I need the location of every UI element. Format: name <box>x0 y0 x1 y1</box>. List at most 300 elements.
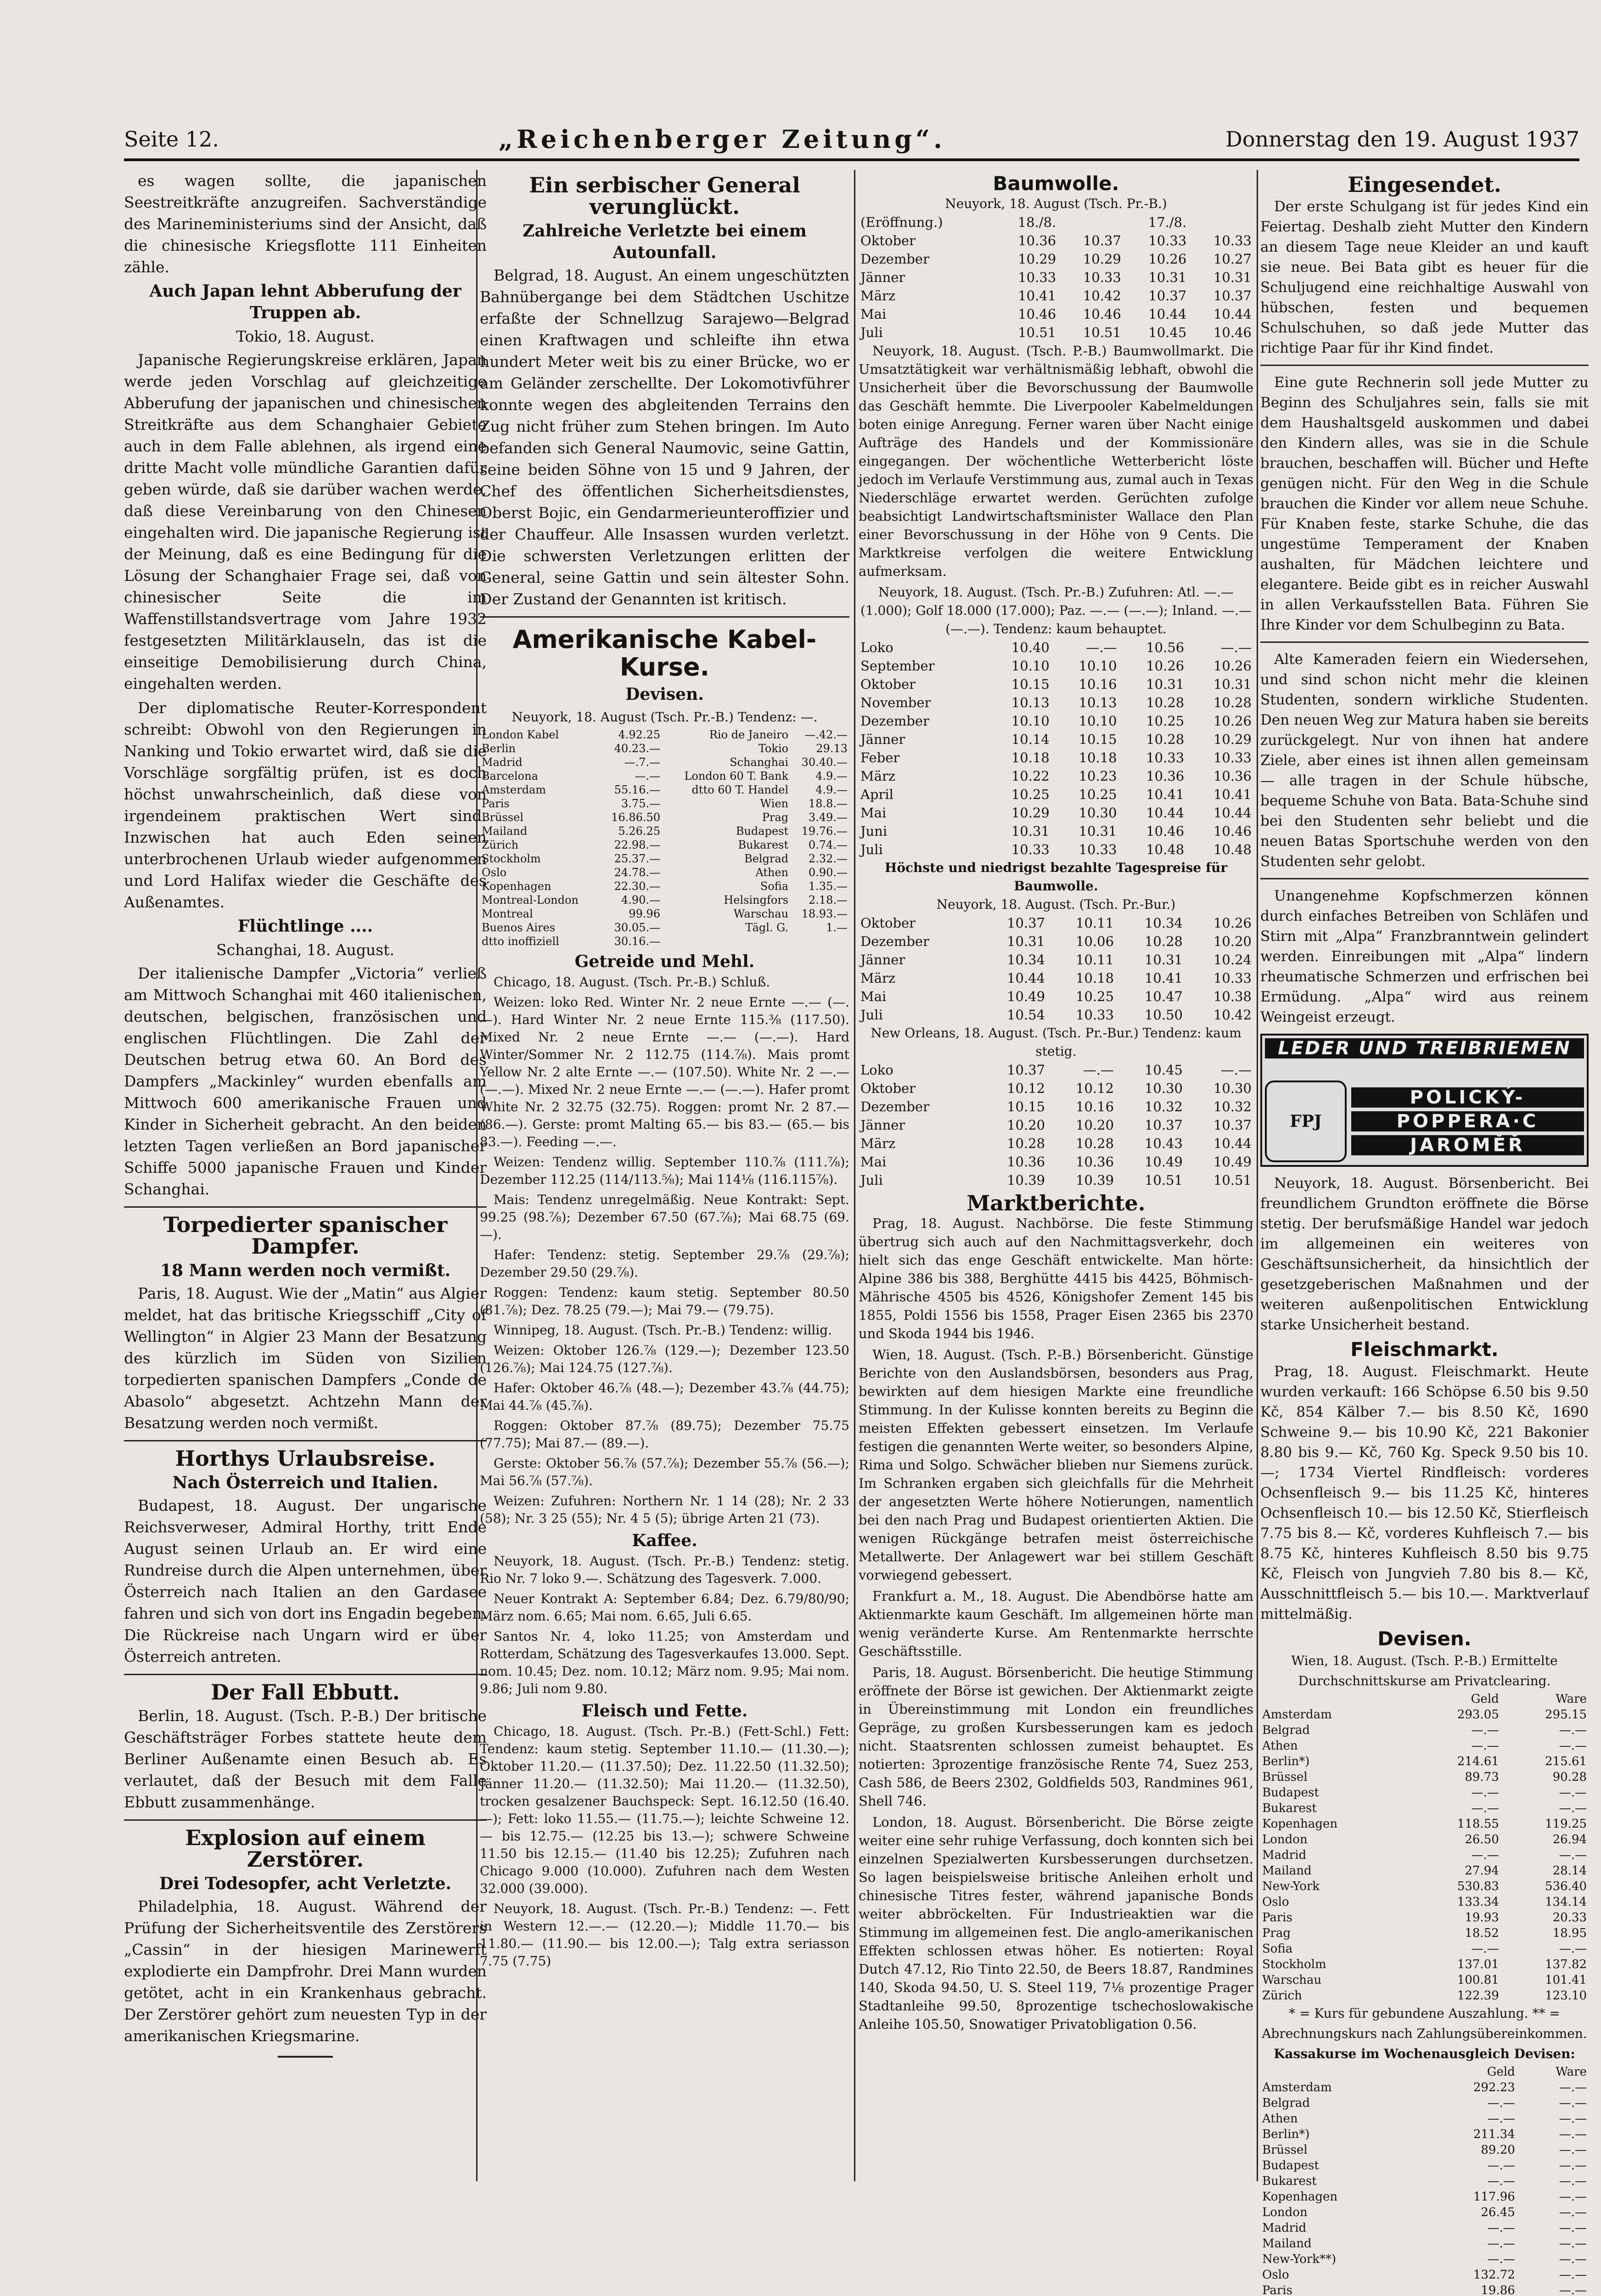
table-cell: 10.20 <box>1076 1117 1114 1133</box>
table-cell: 100.81 <box>1457 1973 1499 1987</box>
table-cell: 10.44 <box>1213 805 1252 821</box>
table-cell: 10.25 <box>1076 989 1114 1004</box>
table-cell: 10.33 <box>1011 842 1050 857</box>
table-cell: 19.93 <box>1465 1911 1499 1925</box>
meat-market-report: Prag, 18. August. Fleischmarkt. Heute wurden verkauft: 166 Schöpse 6.50 bis 9.50 Kč, 854 Kälber 7.— bis 8.50 Kč, 1690 Schweine 9.— bis 10.90 Kč, 221 Bakonier 8.80 bis 9.— Kč, 760 Kg. Speck 9.50 bis 10.—; 1734 Viertel Rindfleisch: vorderes Ochsenfleisch 9.— bis 11.25 Kč, hinteres Ochsenfleisch 10.— bis 12.50 Kč, Stierfleisch 7.75 bis 8.— Kč, vorderes Kuhfleisch 7.— bis 8.75 Kč, hinteres Kuhfleisch 8.50 bis 9.75 Kč, Fleisch von Jungvieh 7.80 bis 8.— Kč, Ausschnittfleisch 5.— bis 10.—. Marktverlauf mittelmäßig. <box>1260 1363 1589 1622</box>
column-header <box>1260 2064 1423 2080</box>
table-cell: 10.41 <box>1146 787 1185 802</box>
table-cell: —.— <box>1559 2268 1587 2282</box>
table-cell: New-York**) <box>1262 2252 1337 2266</box>
article-paragraph: Budapest, 18. August. Der ungarische Reichsverweser, Admiral Horthy, tritt Ende August seinen Urlaub an. Er wird eine Rundreise durch die Alpen unternehmen, über Österreich nach Italien an den Gardasee fahren und sich von dort ins Engadin begeben. Die Rückreise nach Ungarn wird er über Österreich antreten. <box>124 1497 487 1666</box>
column-header <box>1058 213 1123 231</box>
table-cell: 134.14 <box>1545 1895 1587 1909</box>
separator <box>480 616 849 618</box>
table-cell: 16.86.50 <box>611 811 661 824</box>
table-cell: 137.82 <box>1545 1958 1587 1971</box>
table-cell: 117.96 <box>1473 2190 1515 2204</box>
grain-quote: Weizen: Zufuhren: Northern Nr. 1 14 (28); Nr. 2 33 (58); Nr. 3 25 (55); Nr. 4 5 (5); übrige Arten 21 (73). <box>480 1493 849 1526</box>
table-cell: Athen <box>755 866 789 879</box>
kassa-row <box>1260 2267 1589 2283</box>
table-cell: 1.35.— <box>808 880 848 893</box>
dateline: Schanghai, 18. August. <box>216 941 394 959</box>
table-cell: 10.25 <box>1146 713 1185 729</box>
grain-quote: Hafer: Oktober 46.⅞ (48.—); Dezember 43.⅞ (44.75); Mai 44.⅞ (45.⅞). <box>480 1380 849 1413</box>
table-cell: Loko <box>860 640 893 655</box>
table-cell: März <box>860 970 896 986</box>
table-cell: —.— <box>1559 1801 1587 1815</box>
notice-paragraph: Alte Kameraden feiern ein Wiedersehen, und sind schon nicht mehr die kleinen Studenten, sondern wirkliche Studenten. Den neuen Weg zur Matura haben sie bereits zurückgelegt. Nur von ihnen hat andere Ziele, aber eines ist ihnen allen gemeinsam — alle tragen in der Schule hübsche, bequeme Schuhe von Bata. Bata-Schuhe sind bei den Studenten sehr beliebt und die neuen Batas Sportschuhe werden von den Studenten sehr gelobt. <box>1260 651 1589 870</box>
table-cell: 10.06 <box>1076 934 1114 949</box>
table-cell: 10.29 <box>1083 251 1121 267</box>
table-cell: 10.28 <box>1213 695 1252 710</box>
table-cell: Oslo <box>482 866 507 879</box>
table-cell: 10.15 <box>1007 1099 1045 1114</box>
table-cell: Juli <box>860 842 883 857</box>
table-cell: 10.42 <box>1083 288 1121 304</box>
table-cell: Athen <box>1262 2112 1298 2126</box>
ad-company-line: POPPERA·C <box>1351 1111 1584 1131</box>
table-cell: 18.8.— <box>808 797 848 810</box>
table-cell: Mailand <box>1262 2237 1312 2251</box>
devisen-row <box>1260 1754 1589 1769</box>
section-title-meat-fat: Fleisch und Fette. <box>581 1701 748 1721</box>
separator <box>1260 642 1589 643</box>
table-cell: 10.33 <box>1148 233 1187 248</box>
table-cell: 10.49 <box>1007 989 1045 1004</box>
table-cell: Kopenhagen <box>1262 1817 1338 1831</box>
column-4 <box>1260 170 1589 2296</box>
grain-quote: Hafer: Tendenz: stetig. September 29.⅞ (29.⅞); Dezember 29.50 (29.⅞). <box>480 1247 849 1280</box>
cotton-row <box>859 785 1253 804</box>
meat-fat-quote: Neuyork, 18. August. (Tsch. Pr.-B.) Tendenz: —. Fett in Western 12.—.— (12.20.—); Middle 11.70.— bis 11.80.— (11.90.— bis 12.00.—); Talg extra seriasson 7.75 (7.75) <box>480 1901 849 1969</box>
article-title-refugees: Flüchtlinge .... <box>237 917 373 936</box>
ad-company-line: JAROMĚŘ <box>1351 1135 1584 1155</box>
table-header-row <box>1260 2064 1589 2080</box>
table-cell: New-York <box>1262 1880 1320 1893</box>
table-cell: —.— <box>1559 1942 1587 1956</box>
table-cell: Tägl. G. <box>745 921 789 934</box>
table-cell: Madrid <box>1262 1848 1307 1862</box>
new-orleans-row <box>859 1153 1253 1171</box>
table-cell: Jänner <box>860 732 905 747</box>
table-cell: —.— <box>1487 2252 1515 2266</box>
kassa-row <box>1260 2095 1589 2111</box>
devisen-row <box>480 824 849 838</box>
table-cell: 24.78.— <box>614 866 661 879</box>
devisen-row <box>480 769 849 783</box>
table-cell: 10.45 <box>1144 1062 1183 1078</box>
column-header: 18./8. <box>1017 214 1056 230</box>
table-cell: Dezember <box>860 934 929 949</box>
table-cell: 10.15 <box>1011 676 1050 692</box>
table-cell: Oslo <box>1262 2268 1289 2282</box>
notice-paragraph: Unangenehme Kopfschmerzen können durch einfaches Betreiben von Schläfen und Stirn mit „Alpa“ Franzbranntwein gelindert werden. Einreibungen mit „Alpa“ lindern rheumatische Schmerzen und erfrischen bei Ermüdung. „Alpa“ wird aus reinem Weingeist erzeugt. <box>1260 888 1589 1025</box>
table-cell: 20.33 <box>1552 1911 1587 1925</box>
table-cell: 89.20 <box>1481 2143 1515 2157</box>
column-header: Ware <box>1556 1692 1587 1706</box>
table-cell: 10.46 <box>1213 823 1252 839</box>
table-cell: 10.48 <box>1146 842 1185 857</box>
article-title-ebbutt: Der Fall Ebbutt. <box>211 1680 400 1705</box>
separator <box>124 1819 487 1821</box>
table-cell: Stockholm <box>482 852 541 865</box>
table-cell: 10.10 <box>1011 658 1050 674</box>
table-cell: Buenos Aires <box>482 921 556 934</box>
section-title-coffee: Kaffee. <box>632 1531 697 1550</box>
article-continuation: es wagen sollte, die japanischen Seestreitkräfte anzugreifen. Sachverständige des Marineministeriums sind der Ansicht, daß die chinesische Kriegsflotte 111 Einheiten zähle. <box>124 172 487 276</box>
grain-quote: Winnipeg, 18. August. (Tsch. Pr.-B.) Tendenz: willig. <box>494 1322 832 1338</box>
table-cell: Rio de Janeiro <box>709 728 789 741</box>
table-cell: 10.12 <box>1007 1080 1045 1096</box>
table-cell: 10.32 <box>1144 1099 1183 1114</box>
table-cell: 10.47 <box>1144 989 1183 1004</box>
devisen-row <box>1260 1879 1589 1894</box>
table-cell: Loko <box>860 1062 893 1078</box>
new-orleans-row <box>859 1134 1253 1153</box>
column-header: Ware <box>1556 2065 1587 2079</box>
separator <box>124 1206 487 1208</box>
table-cell: 10.44 <box>1213 306 1252 322</box>
table-cell: Berlin <box>482 742 516 755</box>
table-cell: Zürich <box>1262 1989 1302 2003</box>
column-1 <box>124 170 487 2181</box>
table-cell: 10.37 <box>1213 1117 1252 1133</box>
table-cell: Stockholm <box>1262 1958 1326 1971</box>
table-cell: —.— <box>1559 2096 1587 2110</box>
separator <box>124 1674 487 1675</box>
article-paragraph: Der diplomatische Reuter-Korrespondent schreibt: Obwohl von den Regierungen in Nanking und Tokio erwartet wird, daß sie die Vorschläge sorgfältig prüfen, ist es doch höchst unwahrscheinlich, daß diese von irgendeinem praktischen Wert sind. Inzwischen hat auch Eden seinen unterbrochenen Urlaub wieder aufgenommen und Lord Halifax wieder die Geschäfte des Außenamtes. <box>124 699 487 911</box>
table-cell: Jänner <box>860 270 905 285</box>
table-cell: 10.18 <box>1076 970 1114 986</box>
table-cell: 10.26 <box>1213 915 1252 931</box>
table-cell: 10.26 <box>1213 658 1252 674</box>
table-cell: 10.44 <box>1148 306 1187 322</box>
table-cell: 10.13 <box>1079 695 1117 710</box>
table-cell: Belgrad <box>1262 2096 1310 2110</box>
table-cell: 10.34 <box>1007 952 1045 968</box>
table-cell: Budapest <box>736 825 789 838</box>
table-cell: 10.45 <box>1148 325 1187 340</box>
table-cell: Juni <box>860 823 888 839</box>
kassa-row <box>1260 2111 1589 2127</box>
coffee-quote: Santos Nr. 4, loko 11.25; von Amsterdam und Rotterdam, Schätzung des Tagesverkaufes 13.000. Sept. nom. 10.45; Dez. nom. 10.12; März nom. 9.95; Mai nom. 9.86; Juli nom 9.80. <box>480 1629 849 1696</box>
kassa-row <box>1260 2142 1589 2158</box>
table-cell: Paris <box>1262 2284 1292 2296</box>
table-cell: 10.51 <box>1213 1172 1252 1188</box>
table-cell: 10.33 <box>1213 750 1252 765</box>
devisen-row <box>1260 1988 1589 2003</box>
table-cell: 10.39 <box>1076 1172 1114 1188</box>
table-cell: 10.34 <box>1144 915 1183 931</box>
devisen-row <box>1260 1894 1589 1910</box>
table-cell: Mailand <box>1262 1864 1312 1878</box>
table-cell: —.— <box>1559 2112 1587 2126</box>
table-cell: 10.44 <box>1007 970 1045 986</box>
table-cell: Mai <box>860 306 887 322</box>
section-title-cotton: Baumwolle. <box>993 172 1119 195</box>
table-cell: —.— <box>1471 1739 1499 1753</box>
cotton-row <box>859 638 1253 657</box>
table-cell: 10.33 <box>1213 233 1252 248</box>
table-cell: 10.31 <box>1007 934 1045 949</box>
market-header: Neuyork, 18. August. (Tsch. Pr.-Bur.) <box>936 897 1176 912</box>
table-cell: 10.15 <box>1079 732 1117 747</box>
table-cell: —.— <box>1471 1786 1499 1800</box>
table-cell: 10.14 <box>1011 732 1050 747</box>
table-cell: 10.49 <box>1213 1154 1252 1170</box>
table-cell: 10.44 <box>1146 805 1185 821</box>
table-cell: Oktober <box>860 676 916 692</box>
table-cell: 40.23.— <box>614 742 661 755</box>
table-cell: 10.41 <box>1144 970 1183 986</box>
table-cell: 10.33 <box>1146 750 1185 765</box>
table-cell: 10.26 <box>1146 658 1185 674</box>
table-cell: Belgrad <box>1262 1723 1310 1737</box>
section-title-meat-market: Fleischmarkt. <box>1350 1338 1499 1361</box>
cotton-row <box>859 693 1253 712</box>
table-cell: Dezember <box>860 251 929 267</box>
cotton-highlow-row <box>859 914 1253 932</box>
cable-rates-title: Amerikanische Kabel-Kurse. <box>512 625 817 681</box>
table-cell: 1.— <box>826 921 848 934</box>
table-cell: 10.30 <box>1144 1080 1183 1096</box>
table-cell: 19.76.— <box>801 825 848 838</box>
table-cell: —.— <box>1471 1942 1499 1956</box>
column-header <box>1188 213 1253 231</box>
cotton-row <box>859 675 1253 693</box>
table-cell: 10.28 <box>1146 732 1185 747</box>
devisen-row <box>480 838 849 852</box>
table-cell: 10.37 <box>1007 1062 1045 1078</box>
devisen-row <box>480 783 849 797</box>
article-subtitle: Drei Todesopfer, acht Verletzte. <box>159 1874 452 1893</box>
grain-quote: Mais: Tendenz unregelmäßig. Neue Kontrakt: Sept. 99.25 (98.⅞); Dezember 67.50 (67.⅞); Mai 68.75 (69.—). <box>480 1192 849 1242</box>
table-cell: 10.32 <box>1213 1099 1252 1114</box>
devisen-row <box>480 797 849 810</box>
table-cell: 5.26.25 <box>618 825 661 838</box>
devisen-row <box>1260 1769 1589 1785</box>
table-cell: —.— <box>1559 2159 1587 2172</box>
table-cell: 22.30.— <box>614 880 661 893</box>
table-cell: Paris <box>482 797 510 810</box>
table-cell: —.— <box>1487 2174 1515 2188</box>
table-cell: 10.48 <box>1213 842 1252 857</box>
table-cell: 3.75.— <box>621 797 661 810</box>
table-cell: 10.26 <box>1213 713 1252 729</box>
cotton-highlow-row <box>859 1006 1253 1024</box>
table-cell: 4.90.— <box>621 894 661 906</box>
table-cell: Prag <box>762 811 789 824</box>
market-report: London, 18. August. Börsenbericht. Die Börse zeigte weiter eine sehr ruhige Verfassung, doch konnten sich bei einzelnen Spezialwerten Kursbesserungen durchsetzen. So lagen beispielsweise britische Anleihen erholt und chinesische Titres fester, während japanische Bonds weiter abbröckelten. Für Industrieaktien war die Stimmung im allgemeinen fest. Die anglo-amerikanischen Effekten schlossen etwas höher. Es notierten: Royal Dutch 47.12, Rio Tinto 22.50, de Beers 18.87, Randmines 140, Skoda 94.50, U. S. Steel 119, 7⅛ prozentige Prager Stadtanleihe 99.50, 8prozentige tschechoslowakische Anleihe 105.50, Snowatiger Privatobligation 0.56. <box>859 1814 1253 2032</box>
table-cell: London <box>1262 2206 1308 2219</box>
table-cell: 10.43 <box>1144 1136 1183 1151</box>
table-cell: 10.26 <box>1148 251 1187 267</box>
table-cell: 4.9.— <box>815 770 848 782</box>
table-cell: Budapest <box>1262 2159 1319 2172</box>
table-cell: 10.33 <box>1076 1007 1114 1023</box>
table-cell: 90.28 <box>1552 1770 1587 1784</box>
table-cell: 10.29 <box>1213 732 1252 747</box>
table-cell: Brüssel <box>482 811 524 824</box>
table-cell: 137.01 <box>1457 1958 1499 1971</box>
table-cell: 10.10 <box>1079 658 1117 674</box>
table-cell: 10.40 <box>1011 640 1050 655</box>
table-cell: —.— <box>1471 1801 1499 1815</box>
table-cell: 10.33 <box>1079 842 1117 857</box>
dateline: Tokio, 18. August. <box>236 327 375 345</box>
table-cell: 10.37 <box>1007 915 1045 931</box>
table-cell: Barcelona <box>482 770 538 782</box>
cotton-row <box>859 748 1253 767</box>
cotton-opening-table <box>859 213 1253 342</box>
table-cell: März <box>860 768 896 784</box>
grain-quote: Weizen: Oktober 126.⅞ (129.—); Dezember 123.50 (126.⅞); Mai 124.75 (127.⅞). <box>480 1343 849 1375</box>
table-cell: 22.98.— <box>614 838 661 851</box>
table-cell: 3.49.— <box>808 811 848 824</box>
table-cell: 10.36 <box>1146 768 1185 784</box>
devisen-row <box>480 866 849 879</box>
table-cell: 10.51 <box>1018 325 1056 340</box>
table-cell: 10.31 <box>1079 823 1117 839</box>
table-cell: 10.25 <box>1079 787 1117 802</box>
table-cell: März <box>860 288 896 304</box>
new-orleans-table <box>859 1061 1253 1189</box>
newspaper-title: „Reichenberger Zeitung“. <box>499 124 946 154</box>
new-orleans-row <box>859 1171 1253 1189</box>
table-cell: Oktober <box>860 915 916 931</box>
table-cell: 29.13 <box>816 742 848 755</box>
table-cell: Berlin*) <box>1262 2127 1310 2141</box>
table-cell: Kopenhagen <box>1262 2190 1338 2204</box>
table-cell: 26.94 <box>1552 1833 1587 1846</box>
table-cell: Zürich <box>482 838 519 851</box>
cotton-row <box>859 730 1253 748</box>
cotton-highlow-row <box>859 969 1253 987</box>
table-cell: Juli <box>860 325 883 340</box>
table-cell: 118.55 <box>1457 1817 1499 1831</box>
market-header: Neuyork, 18. August (Tsch. Pr.-B.) Tendenz: —. <box>511 709 818 725</box>
devisen-row <box>480 742 849 755</box>
table-cell: Brüssel <box>1262 1770 1308 1784</box>
cotton-row <box>859 250 1253 268</box>
cotton-row <box>859 822 1253 840</box>
table-cell: 10.31 <box>1011 823 1050 839</box>
table-cell: Schanghai <box>730 756 789 769</box>
table-cell: 214.61 <box>1457 1755 1499 1768</box>
end-mark <box>278 2056 333 2058</box>
table-cell: dtto inoffiziell <box>482 935 559 948</box>
table-cell: 10.22 <box>1011 768 1050 784</box>
table-cell: 4.92.25 <box>618 728 661 741</box>
kassa-row <box>1260 2220 1589 2236</box>
table-cell: London Kabel <box>482 728 559 741</box>
table-cell <box>790 934 849 948</box>
table-cell: Sofia <box>760 880 789 893</box>
article-paragraph: Der italienische Dampfer „Victoria“ verließ am Mittwoch Schanghai mit 460 italienischen, deutschen, belgischen, französischen und englischen Flüchtlingen. Die Zahl der Deutschen betrug etwa 60. An Bord des Dampfers „Mackinley“ wurden ebenfalls am Mittwoch 600 amerikanische Frauen und Kinder in Sicherheit gebracht. An den beiden letzten Tagen verließen an Bord japanischer Schiffe 5000 japanische Frauen und Kinder Schanghai. <box>124 964 487 1198</box>
table-cell: —.— <box>635 770 661 782</box>
article-subtitle: 18 Mann werden noch vermißt. <box>160 1261 451 1280</box>
table-cell: Mailand <box>482 825 528 838</box>
header-rule <box>124 158 1579 161</box>
table-cell: 10.31 <box>1144 952 1183 968</box>
table-cell: 2.32.— <box>808 852 848 865</box>
ad-company-line: POLICKÝ- <box>1351 1087 1584 1108</box>
grain-quote: Weizen: loko Red. Winter Nr. 2 neue Ernte —.— (—.—). Hard Winter Nr. 2 neue Ernte 115.⅜ (117.50). Mixed Nr. 2 neue Ernte —.— (—.—). Hard Winter/Sommer Nr. 2 112.75 (114.⅞). Mais promt Yellow Nr. 2 alte Ernte —.— (107.50). White Nr. 2 —.— (—.—). Mixed Nr. 2 neue Ernte —.— (—.—). Hafer promt White Nr. 2 32.75 (32.75). Roggen: promt Nr. 2 87.— (86.—). Gerste: promt Malting 65.— bis 83.— (65.— bis 83.—). Feeding —.—. <box>480 995 849 1149</box>
kassa-row <box>1260 2173 1589 2189</box>
cotton-row <box>859 804 1253 822</box>
table-cell: 10.16 <box>1079 676 1117 692</box>
section-title-devisen-vienna: Devisen. <box>1377 1627 1472 1650</box>
table-cell: —.— <box>1559 2190 1587 2204</box>
new-orleans-row <box>859 1116 1253 1134</box>
table-cell: 10.10 <box>1079 713 1117 729</box>
devisen-row <box>1260 1707 1589 1722</box>
table-cell: 10.25 <box>1011 787 1050 802</box>
cotton-row <box>859 840 1253 859</box>
market-report: Frankfurt a. M., 18. August. Die Abendbörse hatte am Aktienmarkte kaum Geschäft. Im allgemeinen hörte man wenig veränderte Kurse. Am Rentenmarkte herrschte Geschäftsstille. <box>859 1588 1253 1659</box>
table-cell: 10.18 <box>1079 750 1117 765</box>
table-cell: 10.33 <box>1018 270 1056 285</box>
table-cell: 99.96 <box>629 907 661 920</box>
notice-paragraph: Eine gute Rechnerin soll jede Mutter zu Beginn des Schuljahres sein, falls sie mit dem Haushaltsgeld auskommen und dabei den Kindern alles, was sie in die Schule brauchen, beschaffen will. Bücher und Hefte genügen nicht. Für den Weg in die Schule brauchen die Kinder vor allem neue Schuhe. Für Knaben feste, starke Schuhe, die das ungestüme Temperament der Knaben aushalten, für Mädchen leichtere und elegantere. Beide gibt es in reicher Auswahl in allen Verkaufsstellen Bata. Führen Sie Ihre Kinder vor dem Schulbeginn zu Bata. <box>1260 374 1589 633</box>
table-cell: Oktober <box>860 1080 916 1096</box>
article-paragraph: Philadelphia, 18. August. Während der Prüfung der Sicherheitsventile des Zerstörers „Cassin“ in der hiesigen Marinewerft explodierte ein Dampfrohr. Drei Mann wurden getötet, acht in ein Krankenhaus gebracht. Der Zerstörer gehört zum neuesten Typ in der amerikanischen Kriegsmarine. <box>124 1897 487 2045</box>
table-cell: Jänner <box>860 1117 905 1133</box>
kassa-row <box>1260 2189 1589 2205</box>
article-paragraph: Berlin, 18. August. (Tsch. P.-B.) Der britische Geschäftsträger Forbes stattete heute dem Berliner Außenamte einen Besuch ab. Es verlautet, daß der Besuch mit dem Falle Ebbutt zusammenhänge. <box>124 1707 487 1811</box>
column-header: 17./8. <box>1148 214 1187 230</box>
table-cell: Jänner <box>860 952 905 968</box>
table-cell: 10.12 <box>1076 1080 1114 1096</box>
table-cell: —.— <box>1471 1848 1499 1862</box>
table-cell: 10.36 <box>1213 768 1252 784</box>
devisen-row <box>1260 1863 1589 1879</box>
table-cell: Sofia <box>1262 1942 1293 1956</box>
table-cell: Warschau <box>1262 1973 1322 1987</box>
table-cell: —.— <box>1559 2081 1587 2094</box>
devisen-row <box>1260 1941 1589 1957</box>
devisen-row <box>480 907 849 921</box>
table-cell: —.— <box>1083 1062 1114 1078</box>
table-cell: 0.74.— <box>808 838 848 851</box>
section-title-grain: Getreide und Mehl. <box>574 952 755 971</box>
cotton-highlow-row <box>859 987 1253 1006</box>
table-cell: 10.46 <box>1018 306 1056 322</box>
article-paragraph: Belgrad, 18. August. An einem ungeschützten Bahnübergange bei dem Städtchen Uschitze erfaßte der Schnellzug Sarajewo—Belgrad einen Kraftwagen und schleifte ihn etwa hundert Meter weit bis zu einer Brücke, wo er am Geländer zerschellte. Der Lokomotivführer konnte wegen des abgleitenden Terrains den Zug nicht früher zum Stehen bringen. Im Auto befanden sich General Naumovic, seine Gattin, seine beiden Söhne von 15 und 9 Jahren, der Chef des öffentlichen Sicherheitsdienstes, Oberst Bojic, ein Gendarmerieunteroffizier und der Chauffeur. Alle Insassen wurden verletzt. Die schwersten Verletzungen erlitten der General, seine Gattin und sein ältester Sohn. Der Zustand der Genannten ist kritisch. <box>480 266 849 608</box>
table-cell: 10.27 <box>1213 251 1252 267</box>
table-cell: 10.41 <box>1213 787 1252 802</box>
cotton-row <box>859 712 1253 730</box>
page-number: Seite 12. <box>124 127 219 152</box>
table-cell: Bukarest <box>1262 2174 1317 2188</box>
table-cell: —.— <box>1220 1062 1252 1078</box>
table-cell: Dezember <box>860 1099 929 1114</box>
table-cell: 25.37.— <box>614 852 661 865</box>
cotton-row <box>859 287 1253 305</box>
table-cell: 10.31 <box>1213 676 1252 692</box>
cotton-row <box>859 231 1253 250</box>
article-subtitle: Nach Österreich und Italien. <box>172 1473 438 1492</box>
table-cell: Helsingfors <box>724 894 789 906</box>
table-cell: 10.28 <box>1144 934 1183 949</box>
table-cell: 10.33 <box>1213 970 1252 986</box>
table-cell: —.— <box>1487 2159 1515 2172</box>
table-cell: 28.14 <box>1552 1864 1587 1878</box>
table-cell: 10.13 <box>1011 695 1050 710</box>
devisen-row <box>480 728 849 742</box>
table-cell: April <box>860 787 893 802</box>
coffee-quote: Neuyork, 18. August. (Tsch. Pr.-B.) Tendenz: stetig. Rio Nr. 7 loko 9.—. Schätzung des Tagesverk. 7.000. <box>480 1553 849 1586</box>
